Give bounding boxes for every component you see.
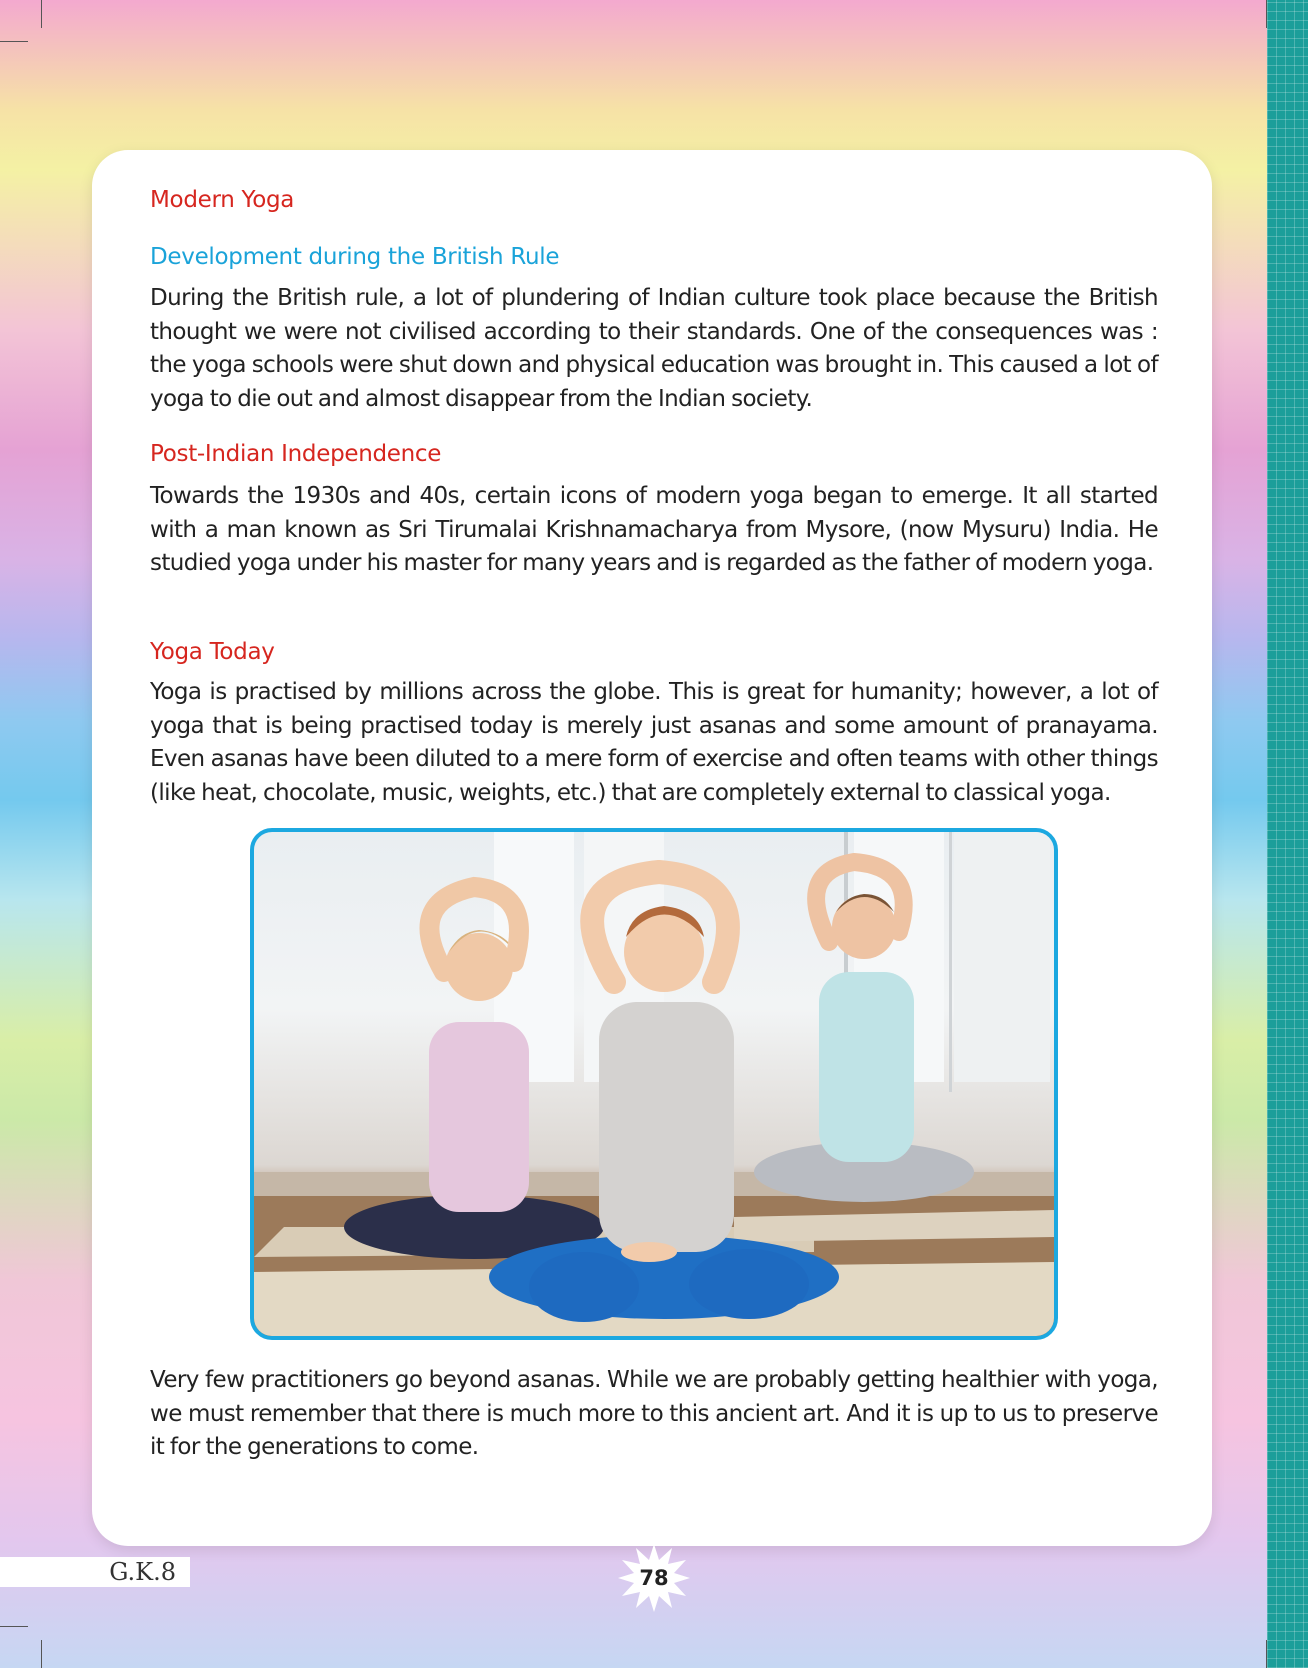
- paragraph-post-independence: Towards the 1930s and 40s, certain icons of modern yoga began to emerge. It all started with a man known as Sri Tirumalai Krishnamacharya from Mysore, (now Mysuru) India. He studied yoga under his master for many years and is regarded as the father of modern yoga.: [150, 483, 1158, 576]
- crop-mark: [41, 1640, 42, 1668]
- section-title-yoga-today: Yoga Today: [150, 639, 275, 665]
- page-number: 78: [639, 1566, 669, 1590]
- yoga-class-photo: [250, 828, 1058, 1340]
- section-title-british-rule: Development during the British Rule: [150, 244, 560, 270]
- paragraph-yoga-today: Yoga is practised by millions across the globe. This is great for humanity; however, a lot of yoga that is being practised today is merely just asanas and some amount of pranayama. Even asanas have been diluted to a mere form of exercise and often teams with other things (like heat, chocolate, music, weights, etc.) that are completely external to classical yoga.: [150, 679, 1158, 806]
- section-title-post-independence: Post-Indian Independence: [150, 441, 442, 467]
- yoga-photo-illustration: [254, 832, 1054, 1336]
- crop-mark: [41, 0, 42, 28]
- book-label: G.K.8: [0, 1557, 190, 1587]
- crop-mark: [0, 41, 28, 42]
- paragraph-british-rule: During the British rule, a lot of plundering of Indian culture took place because the British thought we were not civilised according to their standards. One of the consequences was : the yoga schools were shut down and physical education was brought in. This caused a lot of yoga to die out and almost disappear from the Indian society.: [150, 285, 1158, 412]
- crop-mark: [0, 1626, 28, 1627]
- paragraph-closing: Very few practitioners go beyond asanas. While we are probably getting healthier with yoga, we must remember that there is much more to this ancient art. And it is up to us to preserve it for the generations to come.: [150, 1367, 1158, 1460]
- section-title-modern-yoga: Modern Yoga: [150, 187, 295, 213]
- decorative-side-strip: [1267, 0, 1308, 1668]
